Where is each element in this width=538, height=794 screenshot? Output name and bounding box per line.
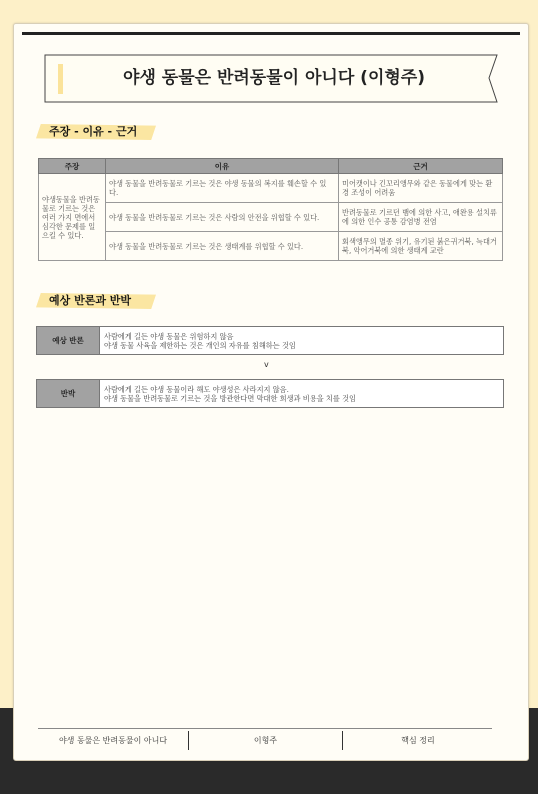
counterargument-body (100, 327, 503, 354)
column-header: 이유 (106, 159, 339, 174)
reason-cell: 야생 동물을 반려동물로 기르는 것은 사람의 안전을 위협할 수 있다. (106, 203, 339, 232)
footer-rule (38, 728, 492, 729)
footer-title: 야생 동물은 반려동물이 아니다 (58, 736, 168, 745)
rebuttal-line: 사람에게 길든 야생 동물이라 해도 야생성은 사라지지 않음. (104, 384, 289, 394)
title-banner (44, 54, 498, 103)
column-header: 주장 (39, 159, 106, 174)
document-page (13, 23, 529, 761)
counterargument-line: 사람에게 길든 야생 동물은 위험하지 않음 (104, 331, 234, 341)
versus-mark: v (264, 360, 269, 369)
section-heading-claim (36, 121, 166, 143)
rebuttal-body (100, 380, 503, 407)
page-title: 야생 동물은 반려동물이 아니다 (이형주) (123, 68, 425, 88)
claim-reason-evidence-table (38, 158, 503, 261)
reason-cell: 야생 동물을 반려동물로 기르는 것은 생태계를 위협할 수 있다. (106, 232, 339, 261)
counterargument-line: 야생 동물 사육을 제한하는 것은 개인의 자유를 침해하는 것임 (104, 340, 296, 350)
rebuttal-label: 반박 (37, 380, 100, 407)
section-heading-text: 예상 반론과 반박 (49, 294, 132, 307)
table-row (39, 203, 503, 232)
reason-cell: 야생 동물을 반려동물로 기르는 것은 야생 동물의 복지를 훼손할 수 있다. (106, 174, 339, 203)
claim-cell: 야생동물을 반려동물로 기르는 것은 여러 가지 면에서 심각한 문제를 일으킬 수 있다. (39, 174, 106, 261)
section-heading-counter (36, 290, 166, 312)
table-header-row (39, 159, 503, 174)
column-header: 근거 (339, 159, 503, 174)
rebuttal-line: 야생 동물을 반려동물로 기르는 것을 방관한다면 막대한 희생과 비용을 치를 것임 (104, 393, 356, 403)
counterargument-label: 예상 반론 (37, 327, 100, 354)
title-accent-bar (58, 64, 63, 94)
section-heading-text: 주장 - 이유 - 근거 (49, 125, 138, 138)
rebuttal-box (36, 379, 504, 408)
evidence-cell: 미어캣이나 긴꼬리앵무와 같은 동물에게 맞는 환경 조성이 어려움 (339, 174, 503, 203)
evidence-cell: 회색앵무의 멸종 위기, 유기된 붉은귀거북, 늑대거북, 악어거북에 의한 생태계 교란 (339, 232, 503, 261)
footer-label: 핵심 정리 (401, 736, 435, 745)
table-row (39, 232, 503, 261)
evidence-cell: 반려동물로 기르던 뱀에 의한 사고, 애완용 설치류에 의한 인수 공통 감염병 전염 (339, 203, 503, 232)
table-row (39, 174, 503, 203)
top-rule (22, 32, 520, 35)
counterargument-box (36, 326, 504, 355)
footer-author: 이형주 (253, 736, 278, 745)
